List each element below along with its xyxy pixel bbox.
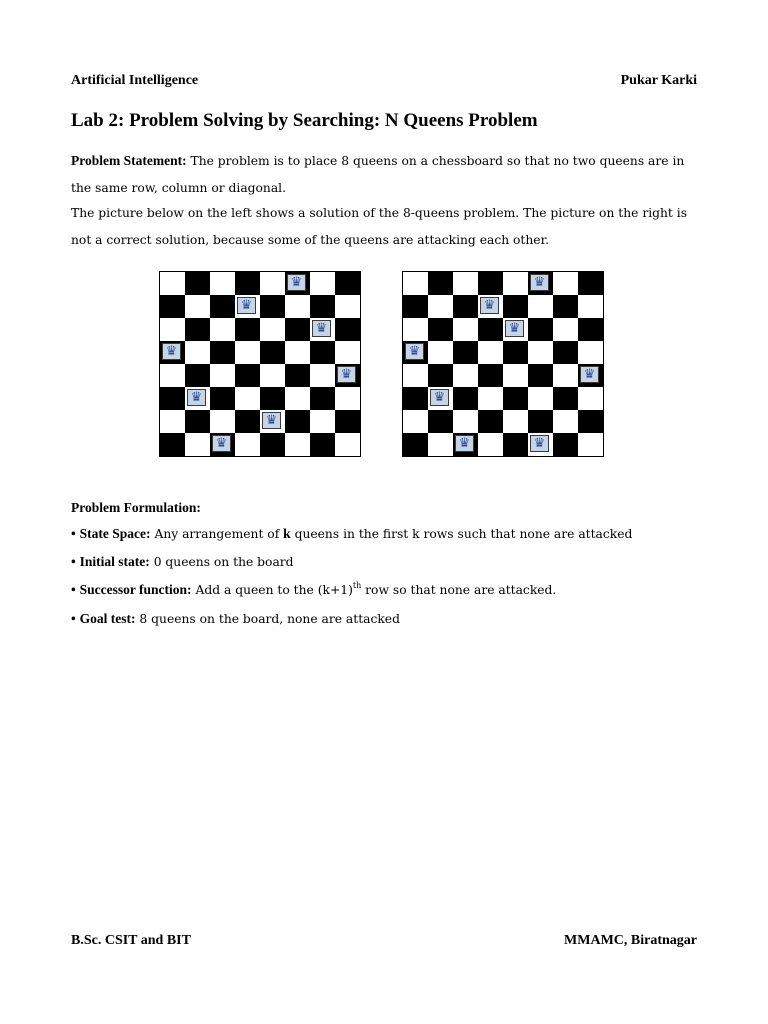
chessboard-incorrect (402, 271, 604, 457)
board-square (285, 272, 310, 295)
board-square (428, 341, 453, 364)
board-square (260, 318, 285, 341)
board-square (310, 272, 335, 295)
board-square (160, 433, 185, 456)
board-square (553, 364, 578, 387)
successor-function-item (71, 582, 556, 598)
board-square (403, 364, 428, 387)
queen-icon: ♛ (480, 297, 499, 314)
board-square (503, 364, 528, 387)
formulation-title: Problem Formulation: (71, 500, 201, 515)
board-square (185, 341, 210, 364)
board-square (285, 387, 310, 410)
board-square (160, 410, 185, 433)
board-square (260, 341, 285, 364)
board-square (553, 387, 578, 410)
board-square (503, 295, 528, 318)
board-square (403, 318, 428, 341)
board-square (210, 318, 235, 341)
problem-statement (71, 147, 698, 202)
state-space-item (71, 526, 632, 542)
board-square (578, 318, 603, 341)
queen-icon: ♛ (530, 435, 549, 452)
board-square (478, 364, 503, 387)
successor-function-text-end: row so that none are attacked. (361, 583, 557, 597)
footer-program: B.Sc. CSIT and BIT (71, 933, 191, 948)
board-square (528, 272, 553, 295)
board-square (185, 295, 210, 318)
bullet: • (71, 526, 76, 541)
queen-icon: ♛ (530, 274, 549, 291)
queen-icon: ♛ (162, 343, 181, 360)
queen-icon: ♛ (262, 412, 281, 429)
queen-icon: ♛ (237, 297, 256, 314)
board-square (260, 387, 285, 410)
board-square (428, 318, 453, 341)
board-square (335, 387, 360, 410)
board-square (453, 295, 478, 318)
board-square (578, 272, 603, 295)
board-square (503, 387, 528, 410)
board-square (453, 341, 478, 364)
board-square (453, 433, 478, 456)
board-square (285, 295, 310, 318)
board-square (428, 272, 453, 295)
board-square (578, 433, 603, 456)
board-square (310, 295, 335, 318)
board-square (578, 341, 603, 364)
board-square (210, 295, 235, 318)
board-square (260, 272, 285, 295)
queen-icon: ♛ (505, 320, 524, 337)
board-square (185, 318, 210, 341)
board-square (335, 295, 360, 318)
board-square (285, 341, 310, 364)
header-author: Pukar Karki (620, 73, 697, 88)
goal-test-item (71, 611, 400, 627)
goal-test-text: 8 queens on the board, none are attacked (135, 612, 400, 626)
board-square (185, 272, 210, 295)
board-square (235, 410, 260, 433)
board-square (235, 364, 260, 387)
board-square (310, 433, 335, 456)
board-square (503, 410, 528, 433)
bullet: • (71, 611, 76, 626)
board-square (503, 318, 528, 341)
queen-icon: ♛ (287, 274, 306, 291)
problem-statement-text: The problem is to place 8 queens on a chessboard so that no two queens are in the same row, column or diagonal. (71, 154, 685, 195)
successor-superscript: th (352, 581, 362, 590)
board-square (453, 272, 478, 295)
board-square (553, 410, 578, 433)
board-square (310, 387, 335, 410)
queen-icon: ♛ (312, 320, 331, 337)
board-square (528, 410, 553, 433)
board-square (553, 272, 578, 295)
board-square (403, 410, 428, 433)
initial-state-item (71, 554, 294, 570)
board-square (478, 410, 503, 433)
board-square (478, 433, 503, 456)
board-square (210, 272, 235, 295)
board-square (160, 272, 185, 295)
board-square (403, 341, 428, 364)
board-square (210, 433, 235, 456)
page-title: Lab 2: Problem Solving by Searching: N Queens Problem (71, 110, 538, 131)
board-square (578, 364, 603, 387)
board-square (210, 341, 235, 364)
board-square (160, 341, 185, 364)
board-square (503, 272, 528, 295)
board-square (235, 272, 260, 295)
board-square (185, 364, 210, 387)
board-square (403, 295, 428, 318)
board-square (235, 387, 260, 410)
board-square (310, 364, 335, 387)
board-square (335, 341, 360, 364)
board-square (453, 387, 478, 410)
board-square (553, 433, 578, 456)
queen-icon: ♛ (337, 366, 356, 383)
board-square (185, 387, 210, 410)
state-space-text-end: queens in the first k rows such that none are attacked (290, 527, 633, 541)
board-square (160, 318, 185, 341)
board-square (210, 364, 235, 387)
problem-statement-label: Problem Statement: (71, 153, 187, 168)
board-square (428, 364, 453, 387)
board-square (453, 364, 478, 387)
queen-icon: ♛ (187, 389, 206, 406)
footer-institution: MMAMC, Biratnagar (564, 933, 697, 948)
chessboard-solution (159, 271, 361, 457)
board-square (403, 272, 428, 295)
bullet: • (71, 554, 76, 569)
board-square (335, 318, 360, 341)
board-square (403, 387, 428, 410)
board-square (260, 295, 285, 318)
board-square (503, 433, 528, 456)
board-square (403, 433, 428, 456)
board-square (428, 433, 453, 456)
board-square (478, 318, 503, 341)
board-square (310, 318, 335, 341)
board-square (235, 341, 260, 364)
board-square (553, 341, 578, 364)
goal-test-label: Goal test: (79, 611, 136, 626)
state-space-k: k (283, 526, 291, 541)
board-square (478, 341, 503, 364)
board-square (553, 295, 578, 318)
initial-state-text: 0 queens on the board (149, 555, 294, 569)
board-square (578, 387, 603, 410)
board-square (210, 410, 235, 433)
board-square (335, 364, 360, 387)
queen-icon: ♛ (212, 435, 231, 452)
board-square (478, 295, 503, 318)
board-square (428, 295, 453, 318)
board-square (160, 364, 185, 387)
initial-state-label: Initial state: (79, 554, 150, 569)
board-square (310, 410, 335, 433)
successor-function-label: Successor function: (79, 582, 192, 597)
board-square (285, 318, 310, 341)
board-square (285, 364, 310, 387)
board-square (528, 341, 553, 364)
board-square (260, 364, 285, 387)
board-square (503, 341, 528, 364)
board-square (235, 318, 260, 341)
bullet: • (71, 582, 76, 597)
picture-description: The picture below on the left shows a solution of the 8-queens problem. The picture on the right is not a correct solution, because some of the queens are attacking each other. (71, 206, 688, 247)
queen-icon: ♛ (405, 343, 424, 360)
board-square (578, 295, 603, 318)
board-square (528, 295, 553, 318)
queen-icon: ♛ (455, 435, 474, 452)
board-square (528, 318, 553, 341)
board-square (235, 295, 260, 318)
queen-icon: ♛ (430, 389, 449, 406)
board-square (235, 433, 260, 456)
board-square (528, 387, 553, 410)
state-space-label: State Space: (79, 526, 151, 541)
board-square (478, 272, 503, 295)
board-square (160, 387, 185, 410)
board-square (453, 410, 478, 433)
header-course: Artificial Intelligence (71, 73, 199, 88)
board-square (528, 364, 553, 387)
board-square (260, 410, 285, 433)
board-square (478, 387, 503, 410)
board-square (285, 410, 310, 433)
board-square (160, 295, 185, 318)
board-square (185, 433, 210, 456)
queen-icon: ♛ (580, 366, 599, 383)
board-square (260, 433, 285, 456)
board-square (185, 410, 210, 433)
board-square (335, 272, 360, 295)
board-square (310, 341, 335, 364)
board-square (553, 318, 578, 341)
board-square (210, 387, 235, 410)
board-square (453, 318, 478, 341)
board-square (335, 433, 360, 456)
state-space-text: Any arrangement of (150, 527, 284, 541)
board-square (285, 433, 310, 456)
board-square (528, 433, 553, 456)
board-square (578, 410, 603, 433)
board-square (428, 387, 453, 410)
board-square (428, 410, 453, 433)
board-square (335, 410, 360, 433)
successor-function-text: Add a queen to the (k+1) (191, 583, 353, 597)
